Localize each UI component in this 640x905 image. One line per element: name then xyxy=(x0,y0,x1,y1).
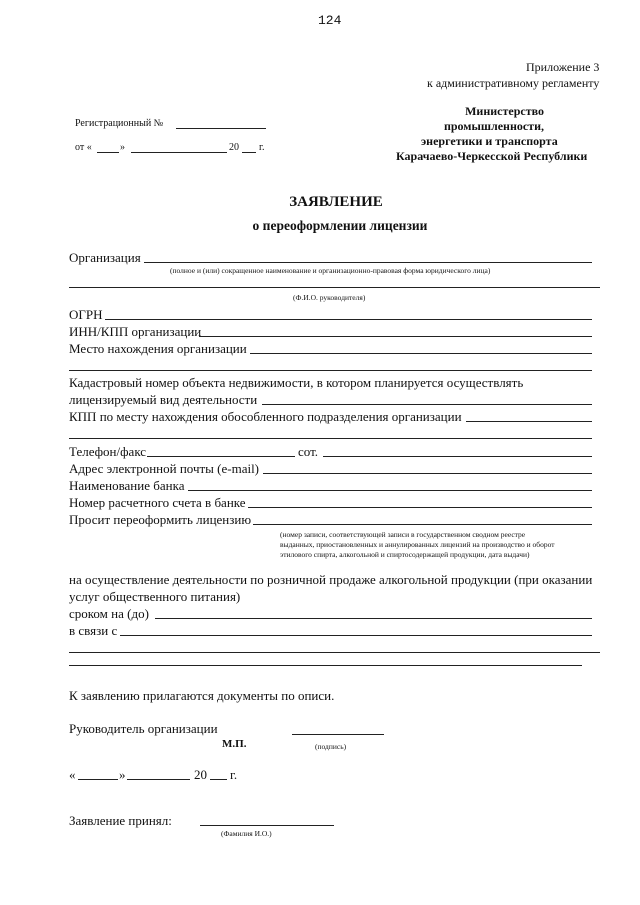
location-label: Место нахождения организации xyxy=(69,341,247,356)
term-label: сроком на (до) xyxy=(69,606,149,621)
page-number: 124 xyxy=(318,13,342,28)
registration-number-field[interactable] xyxy=(176,128,266,129)
day-field[interactable] xyxy=(78,779,118,780)
kpp-branch-field-2[interactable] xyxy=(69,438,592,439)
head-of-org-label: Руководитель организации xyxy=(69,721,218,736)
attachments-text: К заявлению прилагаются документы по описи. xyxy=(69,688,335,703)
date-open-quote: « xyxy=(69,767,76,782)
signature-field[interactable] xyxy=(292,734,384,735)
ministry-line-1: Министерство xyxy=(465,104,544,118)
activity-line-2: услуг общественного питания) xyxy=(69,589,241,604)
accepted-field[interactable] xyxy=(200,825,334,826)
registration-label: Регистрационный № xyxy=(75,118,164,129)
stamp-label: М.П. xyxy=(222,738,247,750)
registration-month-field[interactable] xyxy=(131,152,227,153)
date-g: г. xyxy=(230,767,238,782)
account-field[interactable] xyxy=(248,507,592,508)
document-title: ЗАЯВЛЕНИЕ xyxy=(289,194,383,210)
registration-date-year: 20 xyxy=(229,142,239,153)
registration-date-from: от « xyxy=(75,142,92,153)
inn-kpp-field[interactable] xyxy=(199,336,592,337)
reason-field[interactable] xyxy=(120,635,592,636)
date-year-prefix: 20 xyxy=(194,767,207,782)
ogrn-field[interactable] xyxy=(105,319,592,320)
cadastral-label-1: Кадастровый номер объекта недвижимости, в котором планируется осуществлять xyxy=(69,375,524,390)
ministry-line-3: энергетики и транспорта xyxy=(421,134,558,148)
accepted-label: Заявление принял: xyxy=(69,813,172,828)
registration-date-g: г. xyxy=(259,142,265,153)
cadastral-field[interactable] xyxy=(262,404,592,405)
location-field[interactable] xyxy=(250,353,592,354)
organization-field[interactable] xyxy=(144,262,592,263)
organization-label: Организация xyxy=(69,250,141,265)
accepted-hint: (Фамилия И.О.) xyxy=(221,829,272,838)
term-field[interactable] xyxy=(155,618,592,619)
document-subtitle: о переоформлении лицензии xyxy=(252,218,428,233)
bank-name-label: Наименование банка xyxy=(69,478,185,493)
inn-kpp-label: ИНН/КПП организации xyxy=(69,324,202,339)
ministry-line-2: промышленности, xyxy=(443,119,544,133)
request-hint-1: (номер записи, соответствующей записи в государственном сводном реестре xyxy=(280,530,526,539)
email-field[interactable] xyxy=(263,473,592,474)
director-hint: (Ф.И.О. руководителя) xyxy=(293,293,366,302)
account-label: Номер расчетного счета в банке xyxy=(69,495,246,510)
registration-date-quote: » xyxy=(120,142,125,153)
bank-name-field[interactable] xyxy=(188,490,592,491)
mobile-label: сот. xyxy=(298,444,319,459)
kpp-branch-label: КПП по месту нахождения обособленного подразделения организации xyxy=(69,409,462,424)
signature-hint: (подпись) xyxy=(315,742,347,751)
director-field[interactable] xyxy=(69,287,600,288)
request-field[interactable] xyxy=(253,524,592,525)
date-close-quote: » xyxy=(119,767,126,782)
appendix-title: Приложение 3 xyxy=(526,60,600,74)
reason-label: в связи с xyxy=(69,623,118,638)
cadastral-label-2: лицензируемый вид деятельности xyxy=(69,392,258,407)
phone-fax-field[interactable] xyxy=(147,456,295,457)
activity-line-1: на осуществление деятельности по розничной продаже алкогольной продукции (при оказании xyxy=(69,572,593,587)
organization-hint: (полное и (или) сокращенное наименование и организационно-правовая форма юридического лица) xyxy=(170,266,491,275)
request-hint-3: этилового спирта, алкогольной и спиртосодержащей продукции, дата выдачи) xyxy=(280,550,530,559)
phone-fax-label: Телефон/факс xyxy=(69,444,147,459)
request-hint-2: выданных, приостановленных и аннулированных лицензий на производство и оборот xyxy=(280,540,555,549)
request-label: Просит переоформить лицензию xyxy=(69,512,252,527)
appendix-subtitle: к административному регламенту xyxy=(427,76,600,90)
reason-field-3[interactable] xyxy=(69,665,582,666)
month-field[interactable] xyxy=(127,779,190,780)
kpp-branch-field[interactable] xyxy=(466,421,592,422)
location-field-2[interactable] xyxy=(69,370,592,371)
ministry-line-4: Карачаево-Черкесской Республики xyxy=(396,149,588,163)
ogrn-label: ОГРН xyxy=(69,307,103,322)
year-field[interactable] xyxy=(210,779,227,780)
mobile-field[interactable] xyxy=(323,456,592,457)
registration-year-field[interactable] xyxy=(242,152,256,153)
email-label: Адрес электронной почты (e-mail) xyxy=(69,461,260,476)
reason-field-2[interactable] xyxy=(69,652,600,653)
registration-day-field[interactable] xyxy=(97,152,119,153)
